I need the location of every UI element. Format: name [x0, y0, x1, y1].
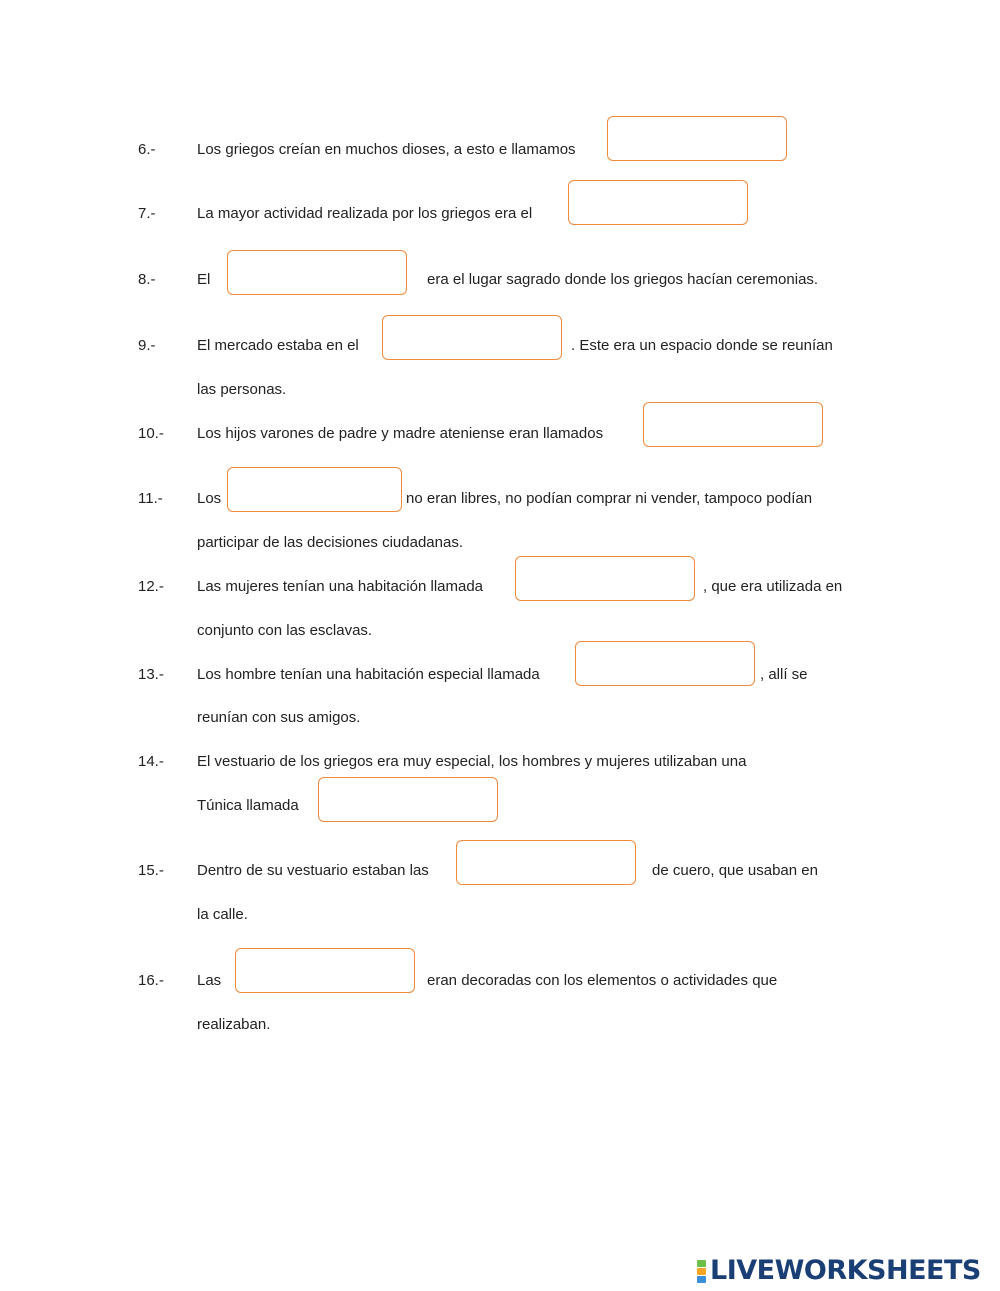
logo-text: LIVEWORKSHEETS — [710, 1255, 981, 1286]
answer-box-12[interactable] — [515, 556, 695, 601]
item-number: 10.- — [138, 425, 164, 442]
item-number: 8.- — [138, 271, 156, 288]
item-text-after: . Este era un espacio donde se reunían — [571, 337, 833, 354]
liveworksheets-logo — [697, 1256, 981, 1286]
item-text-continued: reunían con sus amigos. — [197, 709, 361, 726]
answer-box-9[interactable] — [382, 315, 562, 360]
item-number: 9.- — [138, 337, 156, 354]
answer-box-16[interactable] — [235, 948, 415, 993]
item-number: 16.- — [138, 972, 164, 989]
item-number: 15.- — [138, 862, 164, 879]
item-text-after: , allí se — [760, 666, 808, 683]
answer-box-6[interactable] — [607, 116, 787, 161]
answer-box-10[interactable] — [643, 402, 823, 447]
item-number: 12.- — [138, 578, 164, 595]
answer-box-13[interactable] — [575, 641, 755, 686]
logo-blocks-icon — [697, 1260, 706, 1283]
item-text: Los griegos creían en muchos dioses, a esto e llamamos — [197, 141, 576, 158]
answer-box-15[interactable] — [456, 840, 636, 885]
item-text: El — [197, 271, 211, 288]
item-text: Los — [197, 490, 222, 507]
item-text: Dentro de su vestuario estaban las — [197, 862, 429, 879]
answer-box-11[interactable] — [227, 467, 402, 512]
item-text: Las — [197, 972, 222, 989]
item-text: Las mujeres tenían una habitación llamada — [197, 578, 484, 595]
item-text: Los hijos varones de padre y madre ateniense eran llamados — [197, 425, 604, 442]
item-number: 11.- — [138, 490, 163, 507]
item-number: 6.- — [138, 141, 156, 158]
item-text: El mercado estaba en el — [197, 337, 359, 354]
item-text-continued: conjunto con las esclavas. — [197, 622, 373, 639]
item-number: 13.- — [138, 666, 164, 683]
item-text-continued: realizaban. — [197, 1016, 271, 1033]
item-text-after: de cuero, que usaban en — [652, 862, 818, 879]
answer-box-8[interactable] — [227, 250, 407, 295]
item-text: El vestuario de los griegos era muy especial, los hombres y mujeres utilizaban una — [197, 753, 747, 770]
item-text: La mayor actividad realizada por los griegos era el — [197, 205, 533, 222]
answer-box-7[interactable] — [568, 180, 748, 225]
item-text-after: era el lugar sagrado donde los griegos hacían ceremonias. — [427, 271, 819, 288]
item-text-continued: la calle. — [197, 906, 248, 923]
item-text-continued: las personas. — [197, 381, 287, 398]
item-text: Los hombre tenían una habitación especial llamada — [197, 666, 540, 683]
item-number: 7.- — [138, 205, 156, 222]
item-text-continued: Túnica llamada — [197, 797, 299, 814]
item-number: 14.- — [138, 753, 164, 770]
answer-box-14[interactable] — [318, 777, 498, 822]
item-text-after: eran decoradas con los elementos o actividades que — [427, 972, 778, 989]
item-text-continued: participar de las decisiones ciudadanas. — [197, 534, 463, 551]
item-text-after: , que era utilizada en — [703, 578, 843, 595]
item-text-after: no eran libres, no podían comprar ni vender, tampoco podían — [406, 490, 813, 507]
